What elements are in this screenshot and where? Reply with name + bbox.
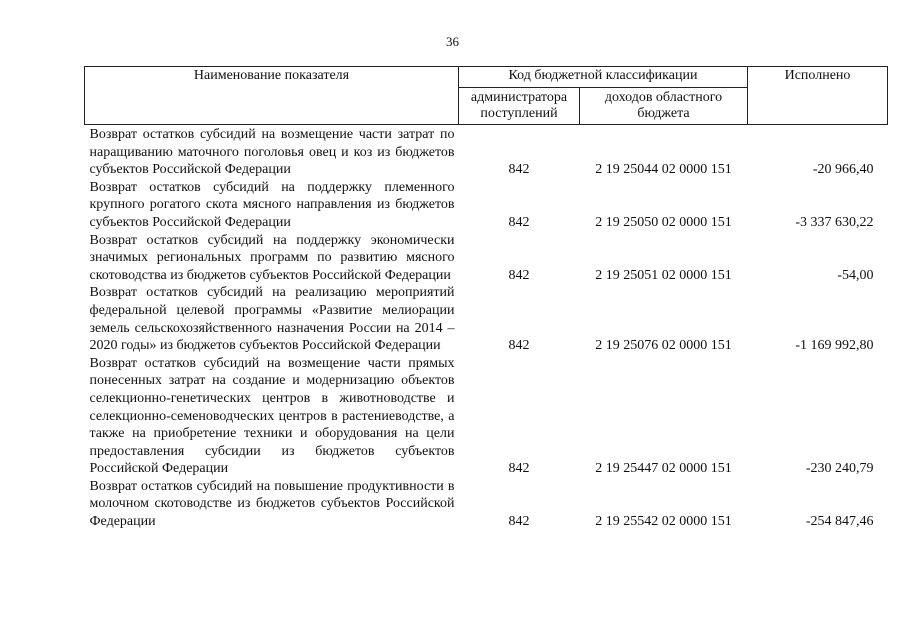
- table-row: [85, 478, 888, 531]
- page-number: 36: [446, 34, 459, 49]
- row-indicator-name: Возврат остатков субсидий на поддержку племенного крупного рогатого скота мясного направления из бюджетов субъектов Российской Федерации: [89, 179, 455, 230]
- row-budget-code: 2 19 25051 02 0000 151: [595, 267, 732, 283]
- row-executed-amount: -54,00: [837, 267, 874, 283]
- table-row: [85, 179, 888, 232]
- table-row: [85, 284, 888, 354]
- row-administrator-code: 842: [508, 461, 530, 477]
- row-indicator-name: Возврат остатков субсидий на поддержку экономически значимых региональных программ по развитию мясного скотоводства из бюджетов субъектов Российской Федерации: [89, 232, 455, 283]
- row-executed-amount: -230 240,79: [805, 461, 874, 477]
- row-administrator-code: 842: [508, 267, 530, 283]
- table-header: [85, 67, 888, 125]
- budget-table: [84, 66, 888, 531]
- row-administrator-code: 842: [508, 214, 530, 230]
- header-budget-classification-code: Код бюджетной классификации: [459, 67, 748, 88]
- row-indicator-name: Возврат остатков субсидий на возмещение части затрат по наращиванию маточного поголовья овец и коз из бюджетов субъектов Российской Федерации: [89, 127, 455, 178]
- header-regional-budget-revenue: доходов областного бюджета: [580, 88, 748, 125]
- row-administrator-code: 842: [508, 338, 530, 354]
- row-executed-amount: -20 966,40: [812, 162, 874, 178]
- row-budget-code: 2 19 25050 02 0000 151: [595, 214, 732, 230]
- table-row: [85, 125, 888, 179]
- row-budget-code: 2 19 25076 02 0000 151: [595, 338, 732, 354]
- table-row: [85, 355, 888, 478]
- header-executed: Исполнено: [748, 67, 888, 125]
- row-budget-code: 2 19 25542 02 0000 151: [595, 514, 732, 530]
- header-revenue-administrator: администратора поступлений: [459, 88, 580, 125]
- table-row: [85, 232, 888, 285]
- table-body: [85, 125, 888, 531]
- row-executed-amount: -3 337 630,22: [795, 214, 874, 230]
- row-budget-code: 2 19 25044 02 0000 151: [595, 162, 732, 178]
- row-executed-amount: -254 847,46: [805, 514, 874, 530]
- row-administrator-code: 842: [508, 514, 530, 530]
- row-administrator-code: 842: [508, 162, 530, 178]
- row-executed-amount: -1 169 992,80: [795, 338, 874, 354]
- row-indicator-name: Возврат остатков субсидий на возмещение части прямых понесенных затрат на создание и модернизацию объектов селекционно-генетических центров в животноводстве и селекционно-семеноводческих центров в растениеводстве, а также на приобретение техники и оборудования на цели предоставления субсидии из бюджетов субъектов Российской Федерации: [89, 355, 455, 477]
- header-indicator-name: Наименование показателя: [85, 67, 459, 125]
- row-budget-code: 2 19 25447 02 0000 151: [595, 461, 732, 477]
- row-indicator-name: Возврат остатков субсидий на повышение продуктивности в молочном скотоводстве из бюджетов субъектов Российской Федерации: [89, 478, 455, 530]
- row-indicator-name: Возврат остатков субсидий на реализацию мероприятий федеральной целевой программы «Развитие мелиорации земель сельскохозяйственного назначения России на 2014 – 2020 годы» из бюджетов субъектов Российской Федерации: [89, 285, 455, 354]
